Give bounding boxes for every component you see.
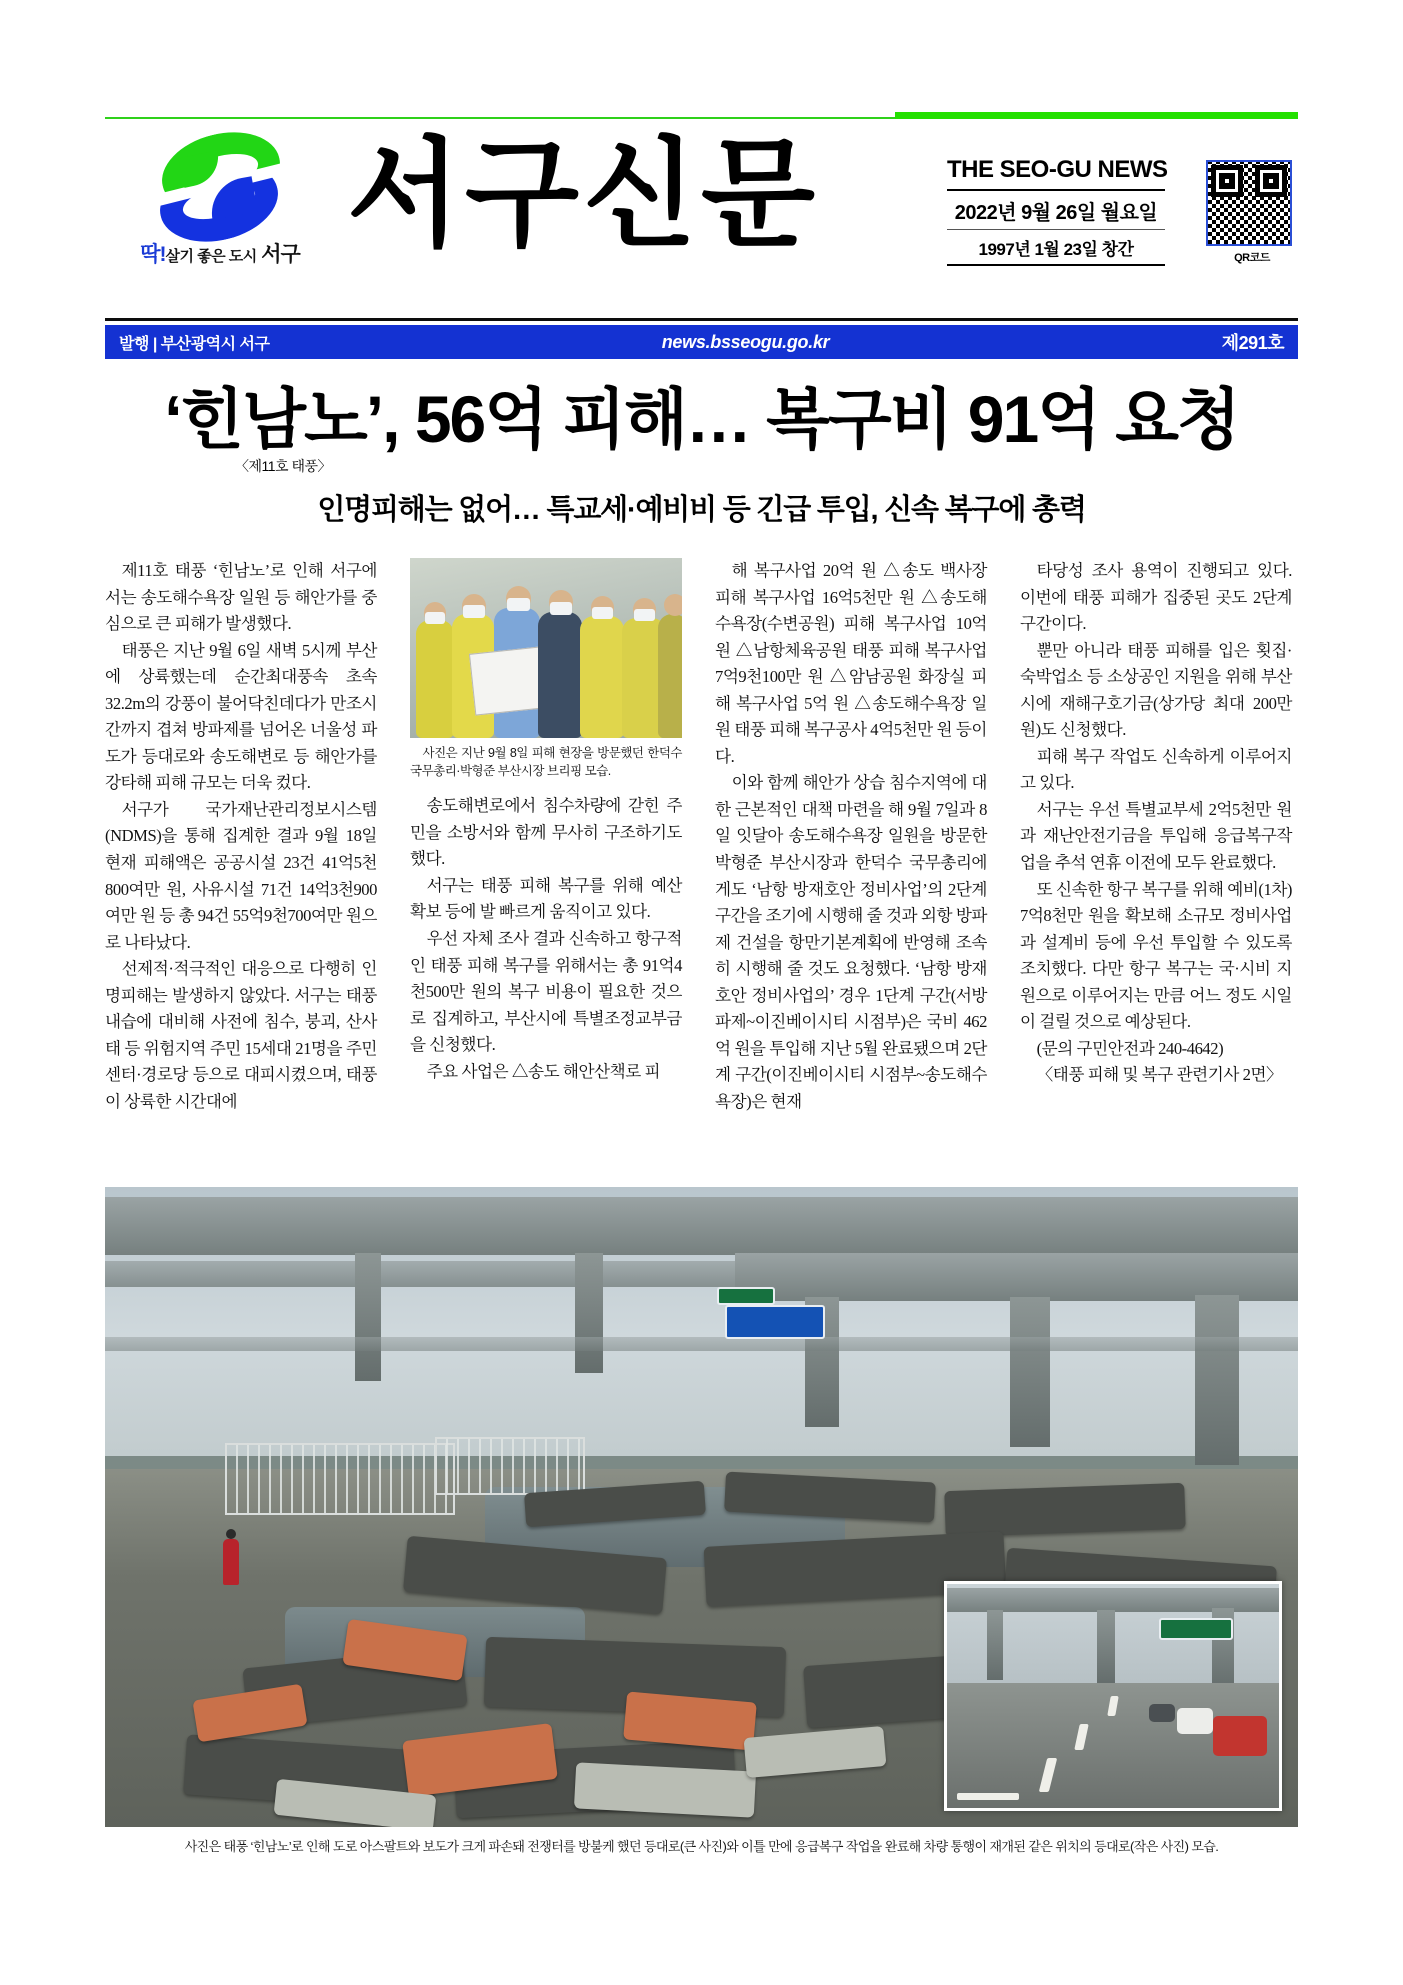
- article-column-4: [1020, 558, 1292, 1168]
- paragraph: 서구는 우선 특별교부세 2억5천만 원과 재난안전기금을 투입해 응급복구작업을 추석 연휴 이전에 모두 완료했다.: [1020, 799, 1292, 873]
- paragraph: 서구는 태풍 피해 복구를 위해 예산 확보 등에 발 빠르게 움직이고 있다.: [410, 875, 682, 922]
- paragraph: 타당성 조사 용역이 진행되고 있다. 이번에 태풍 피해가 집중된 곳도 2단계 구간이다.: [1020, 561, 1292, 634]
- road-sign-green: [717, 1287, 775, 1305]
- seogu-emblem-icon: [153, 132, 288, 242]
- inset-road-sign: [1159, 1618, 1233, 1640]
- photo-person: [223, 1539, 239, 1585]
- safety-fence: [225, 1443, 455, 1515]
- top-rule-thick: [895, 112, 1298, 119]
- bottom-photo-caption: 사진은 태풍 ‘힌남노’로 인해 도로 아스팔트와 보도가 크게 파손돼 전쟁터를 방불케 했던 등대로(큰 사진)와 이틀 만에 응급복구 작업을 완료해 차량 통행이 재개된 같은 위치의 등대로(작은 사진) 모습.: [184, 1839, 1219, 1854]
- briefing-photo-caption: 사진은 지난 9월 8일 피해 현장을 방문했던 한덕수 국무총리·박형준 부산시장 브리핑 모습.: [410, 746, 682, 779]
- page-headline: ‘힌남노’, 56억 피해… 복구비 91억 요청: [164, 382, 1239, 456]
- qr-block: [1206, 160, 1298, 265]
- masthead-info-box: [947, 156, 1168, 266]
- publisher-name: 발행 | 부산광역시 서구: [119, 335, 270, 353]
- issue-number: 제291호: [1221, 333, 1284, 353]
- tagline-seogu: 서구: [261, 243, 300, 266]
- paragraph: 뿐만 아니라 태풍 피해를 입은 횟집·숙박업소 등 소상공인 지원을 위해 부산시에 재해구호기금(상가당 최대 200만 원)도 신청했다.: [1020, 640, 1292, 740]
- paper-title: 서구신문: [347, 129, 819, 261]
- headline-wrap: [105, 382, 1298, 474]
- paragraph: 피해 복구 작업도 신속하게 이루어지고 있다.: [1020, 746, 1292, 793]
- article-column-1: [105, 558, 377, 1168]
- publisher-website[interactable]: news.bsseogu.go.kr: [661, 331, 830, 352]
- logo-block: [105, 132, 335, 265]
- qr-code-icon[interactable]: [1206, 160, 1292, 246]
- publisher-rule: [105, 318, 1298, 321]
- damage-photo-inset: [944, 1581, 1282, 1811]
- tagline-ttak: 딱!: [140, 243, 166, 266]
- paragraph: 선제적·적극적인 대응으로 다행히 인명피해는 발생하지 않았다. 서구는 태풍 내습에 대비해 사전에 침수, 붕괴, 산사태 등 위험지역 주민 15세대 21명을 주민센터·경로당 등으로 대피시켰으며, 태풍이 상륙한 시간대에: [105, 959, 377, 1111]
- safety-fence: [435, 1437, 585, 1495]
- issue-date: 2022년 9월 26일 월요일: [947, 191, 1165, 230]
- paragraph: 이와 함께 해안가 상습 침수지역에 대한 근본적인 대책 마련을 해 9월 7일과 8일 잇달아 송도해수욕장 일원을 방문한 박형준 부산시장과 한덕수 국무총리에게도 ‘남항 방재호안 정비사업’의 2단계 구간을 조기에 시행해 줄 것과 외항 방파제 건설을 항만기본계획에 반영해 조속히 시행해 줄 것도 요청했다. ‘남항 방재호안 정비사업의’ 경우 1단계 구간(서방파제~이진베이시티 시점부)은 국비 462억 원을 투입해 지난 5월 완료됐으며 2단계 구간(이진베이시티 시점부~송도해수욕장)은 현재: [715, 773, 987, 1111]
- inset-car: [1177, 1708, 1213, 1734]
- top-rule-thin: [105, 117, 895, 119]
- publisher-bar: [105, 325, 1298, 359]
- road-sign-blue: [725, 1305, 825, 1339]
- paragraph: 제11호 태풍 ‘힌남노’로 인해 서구에서는 송도해수욕장 일원 등 해안가를 중심으로 큰 피해가 발생했다.: [105, 561, 377, 634]
- paragraph: 우선 자체 조사 결과 신속하고 항구적인 태풍 피해 복구를 위해서는 총 91억4천500만 원의 복구 비용이 필요한 것으로 집계하고, 부산시에 특별조정교부금을 신청했다.: [410, 928, 682, 1055]
- paragraph: 또 신속한 항구 복구를 위해 예비(1차) 7억8천만 원을 확보해 소규모 정비사업과 설계비 등에 우선 투입할 수 있도록 조치했다. 다만 항구 복구는 국·시비 지원으로 이루어지는 만큼 어느 정도 시일이 걸릴 것으로 예상된다.: [1020, 879, 1292, 1032]
- briefing-photo: [410, 558, 682, 738]
- page-subheadline: 인명피해는 없어… 특교세·예비비 등 긴급 투입, 신속 복구에 총력: [317, 494, 1086, 526]
- top-rule: [105, 112, 1298, 119]
- masthead: [105, 120, 1298, 305]
- paragraph: 서구가 국가재난관리정보시스템(NDMS)을 통해 집계한 결과 9월 18일 현재 피해액은 공공시설 23건 41억5천800여만 원, 사유시설 71건 14억3천900여만 원 등 총 94건 55억9천700여만 원으로 나타났다.: [105, 799, 377, 952]
- paragraph: 해 복구사업 20억 원 △송도 백사장 피해 복구사업 16억5천만 원 △송도해수욕장(수변공원) 피해 복구사업 10억 원 △남항체육공원 태풍 피해 복구사업 7억9천100만 원 △암남공원 화장실 피해 복구사업 5억 원 △송도해수욕장 일원 태풍 피해 복구공사 4억5천만 원 등이다.: [715, 561, 987, 766]
- english-title: THE SEO-GU NEWS: [947, 156, 1165, 191]
- founded-date: 1997년 1월 23일 창간: [947, 230, 1165, 266]
- logo-tagline: [105, 244, 335, 265]
- headline-kicker: 〈제11호 태풍〉: [235, 458, 332, 474]
- article-body: [105, 558, 1298, 1168]
- damage-photo-large: [105, 1187, 1298, 1827]
- qr-label: QR코드: [1234, 252, 1270, 264]
- article-column-3: [715, 558, 987, 1168]
- article-related-link: 〈태풍 피해 및 복구 관련기사 2면〉: [1036, 1065, 1283, 1085]
- paragraph: 태풍은 지난 9월 6일 새벽 5시께 부산에 상륙했는데 순간최대풍속 초속 32.2m의 강풍이 불어닥친데다가 만조시간까지 겹쳐 방파제를 넘어온 너울성 파도가 등대로와 송도해변로 등 해안가를 강타해 피해 규모는 더욱 컸다.: [105, 640, 377, 793]
- article-contact: (문의 구민안전과 240-4642): [1036, 1038, 1224, 1058]
- article-column-2: [410, 558, 682, 1168]
- inset-car: [1149, 1704, 1175, 1722]
- paragraph: 송도해변로에서 침수차량에 갇힌 주민을 소방서와 함께 무사히 구조하기도 했다.: [410, 796, 682, 869]
- paragraph: 주요 사업은 △송도 해안산책로 피: [426, 1061, 661, 1081]
- tagline-mid: 살기 좋은 도시: [165, 248, 257, 265]
- inset-car: [1213, 1716, 1267, 1756]
